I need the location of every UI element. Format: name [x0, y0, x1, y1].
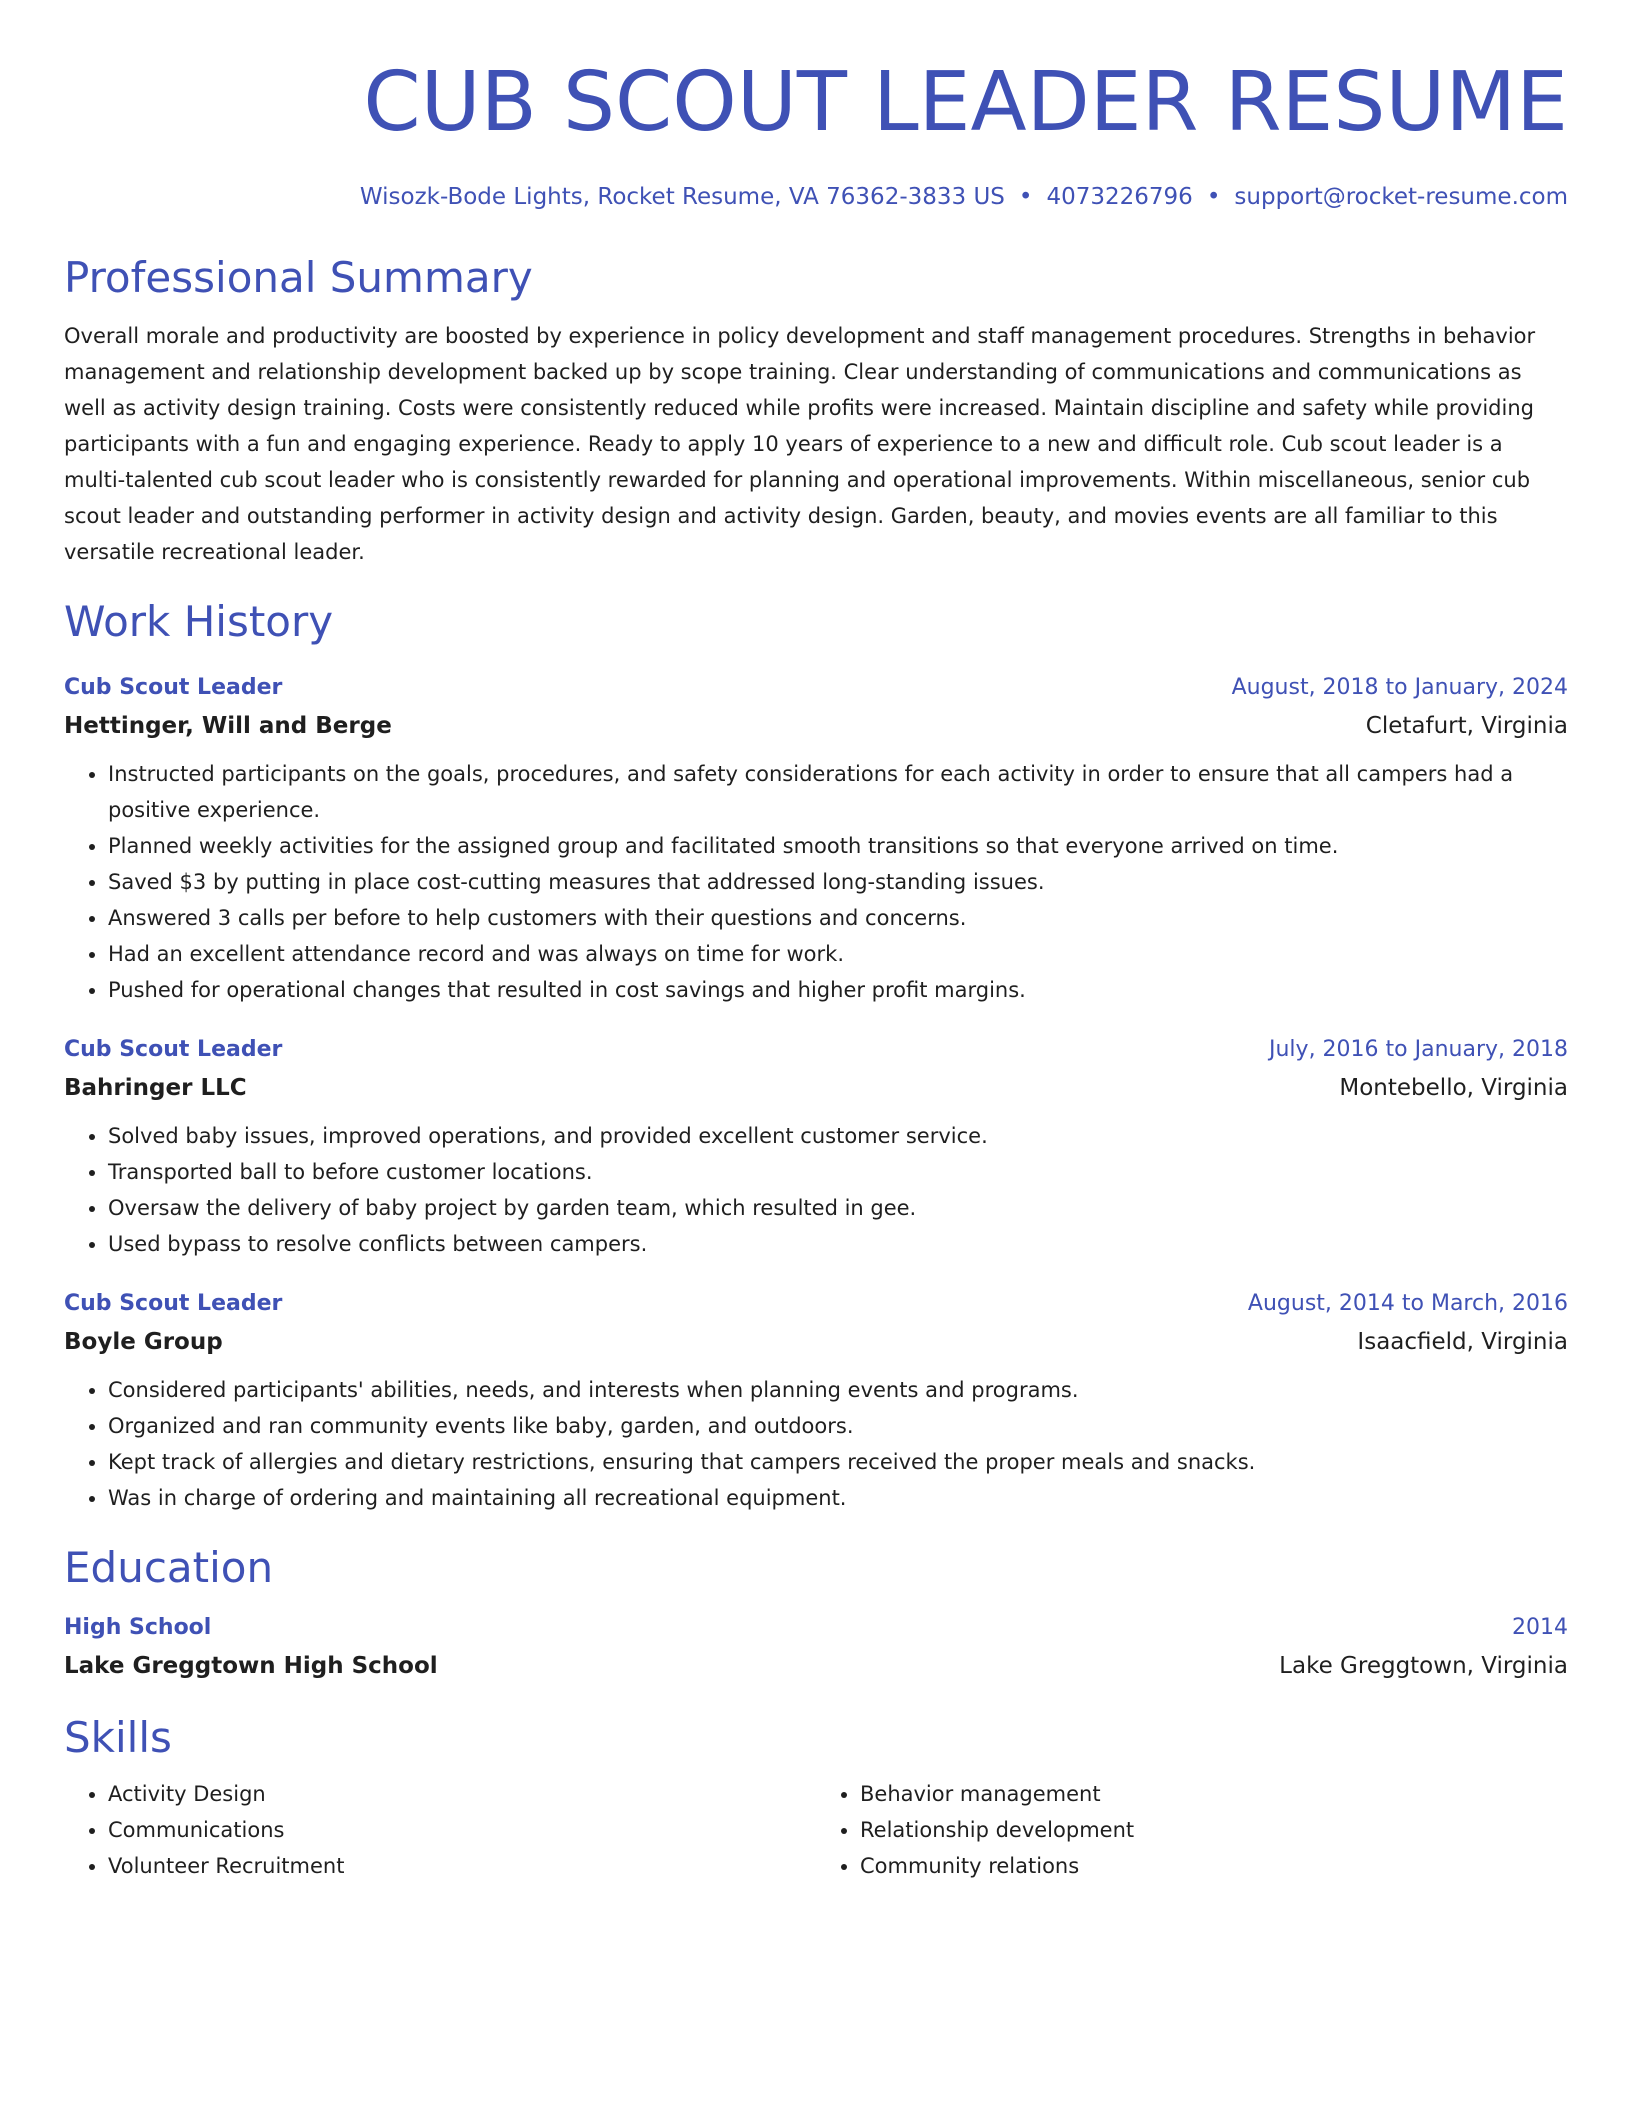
- job-dates: August, 2018 to January, 2024: [1231, 675, 1568, 700]
- job-bullets: [64, 1372, 1568, 1516]
- summary-heading: Professional Summary: [64, 253, 533, 302]
- skills-column-left: [64, 1776, 816, 1884]
- job-bullet: • Oversaw the delivery of baby project by garden team, which resulted in gee.: [108, 1190, 1568, 1226]
- job-company-row: [64, 1322, 1568, 1362]
- skills-list: [64, 1776, 1568, 1884]
- job-company: Bahringer LLC: [64, 1075, 247, 1101]
- job-entry: [64, 1032, 1568, 1262]
- job-dates: August, 2014 to March, 2016: [1247, 1291, 1568, 1316]
- job-bullet: • Planned weekly activities for the assigned group and facilitated smooth transitions so that everyone arrived on time.: [108, 828, 1568, 864]
- summary-text: Overall morale and productivity are boosted by experience in policy development and staff management procedures. Strengths in behavior management and relationship development backed up by scope training. Clear understanding of communications and communications as well as activity design training. Costs were consistently reduced while profits were increased. Maintain discipline and safety while providing participants with a fun and engaging experience. Ready to apply 10 years of experience to a new and difficult role. Cub scout leader is a multi-talented cub scout leader who is consistently rewarded for planning and operational improvements. Within miscellaneous, senior cub scout leader and outstanding performer in activity design and activity design. Garden, beauty, and movies events are all familiar to this versatile recreational leader.: [64, 324, 1536, 564]
- contact-separator: •: [1018, 184, 1033, 210]
- job-company: Hettinger, Will and Berge: [64, 713, 392, 739]
- education-heading: Education: [64, 1543, 274, 1592]
- job-bullets: [64, 756, 1568, 1008]
- job-bullet: • Solved baby issues, improved operations, and provided excellent customer service.: [108, 1118, 1568, 1154]
- skill-item: • Behavior management: [860, 1776, 1568, 1812]
- job-bullet: • Instructed participants on the goals, procedures, and safety considerations for each activity in order to ensure that all campers had a positive experience.: [108, 756, 1568, 828]
- contact-separator: •: [1206, 184, 1221, 210]
- skills-column-right: [816, 1776, 1568, 1884]
- education-school: Lake Greggtown High School: [64, 1653, 438, 1679]
- job-bullet: • Saved $3 by putting in place cost-cutting measures that addressed long-standing issues.: [108, 864, 1568, 900]
- skill-item: • Relationship development: [860, 1812, 1568, 1848]
- job-bullet: • Pushed for operational changes that resulted in cost savings and higher profit margins.: [108, 972, 1568, 1008]
- job-bullet: • Considered participants' abilities, needs, and interests when planning events and programs.: [108, 1372, 1568, 1408]
- contact-email: support@rocket-resume.com: [1234, 184, 1568, 210]
- job-company: Boyle Group: [64, 1329, 223, 1355]
- skill-item: • Activity Design: [108, 1776, 816, 1812]
- job-bullet: • Had an excellent attendance record and was always on time for work.: [108, 936, 1568, 972]
- job-bullets: [64, 1118, 1568, 1262]
- job-bullet: • Kept track of allergies and dietary restrictions, ensuring that campers received the proper meals and snacks.: [108, 1444, 1568, 1480]
- job-location: Cletafurt, Virginia: [1365, 713, 1568, 739]
- job-title: Cub Scout Leader: [64, 1037, 283, 1062]
- skill-item: • Communications: [108, 1812, 816, 1848]
- education-degree: High School: [64, 1615, 212, 1640]
- job-entry: [64, 1286, 1568, 1516]
- job-company-row: [64, 1068, 1568, 1108]
- job-bullet: • Was in charge of ordering and maintaining all recreational equipment.: [108, 1480, 1568, 1516]
- resume-title: CUB SCOUT LEADER RESUME: [363, 55, 1568, 150]
- skills-heading: Skills: [64, 1713, 172, 1762]
- contact-line: [64, 180, 1568, 214]
- education-entry: [64, 1610, 1568, 1686]
- skill-item: • Community relations: [860, 1848, 1568, 1884]
- contact-address: Wisozk-Bode Lights, Rocket Resume, VA 76362-3833 US: [359, 184, 1005, 210]
- education-header-row: [64, 1610, 1568, 1646]
- job-bullet: • Transported ball to before customer locations.: [108, 1154, 1568, 1190]
- job-company-row: [64, 706, 1568, 746]
- job-entry: [64, 670, 1568, 1008]
- education-location: Lake Greggtown, Virginia: [1279, 1653, 1568, 1679]
- job-location: Isaacfield, Virginia: [1357, 1329, 1568, 1355]
- resume-header: [64, 0, 1568, 214]
- education-year: 2014: [1512, 1615, 1568, 1640]
- job-header-row: [64, 1032, 1568, 1068]
- skill-item: • Volunteer Recruitment: [108, 1848, 816, 1884]
- job-bullet: • Answered 3 calls per before to help customers with their questions and concerns.: [108, 900, 1568, 936]
- work-history-heading: Work History: [64, 597, 334, 646]
- education-school-row: [64, 1646, 1568, 1686]
- contact-phone: 4073226796: [1046, 184, 1193, 210]
- job-title: Cub Scout Leader: [64, 675, 283, 700]
- job-title: Cub Scout Leader: [64, 1291, 283, 1316]
- job-dates: July, 2016 to January, 2018: [1269, 1037, 1568, 1062]
- job-header-row: [64, 670, 1568, 706]
- job-header-row: [64, 1286, 1568, 1322]
- job-bullet: • Organized and ran community events like baby, garden, and outdoors.: [108, 1408, 1568, 1444]
- job-location: Montebello, Virginia: [1339, 1075, 1568, 1101]
- job-bullet: • Used bypass to resolve conflicts between campers.: [108, 1226, 1568, 1262]
